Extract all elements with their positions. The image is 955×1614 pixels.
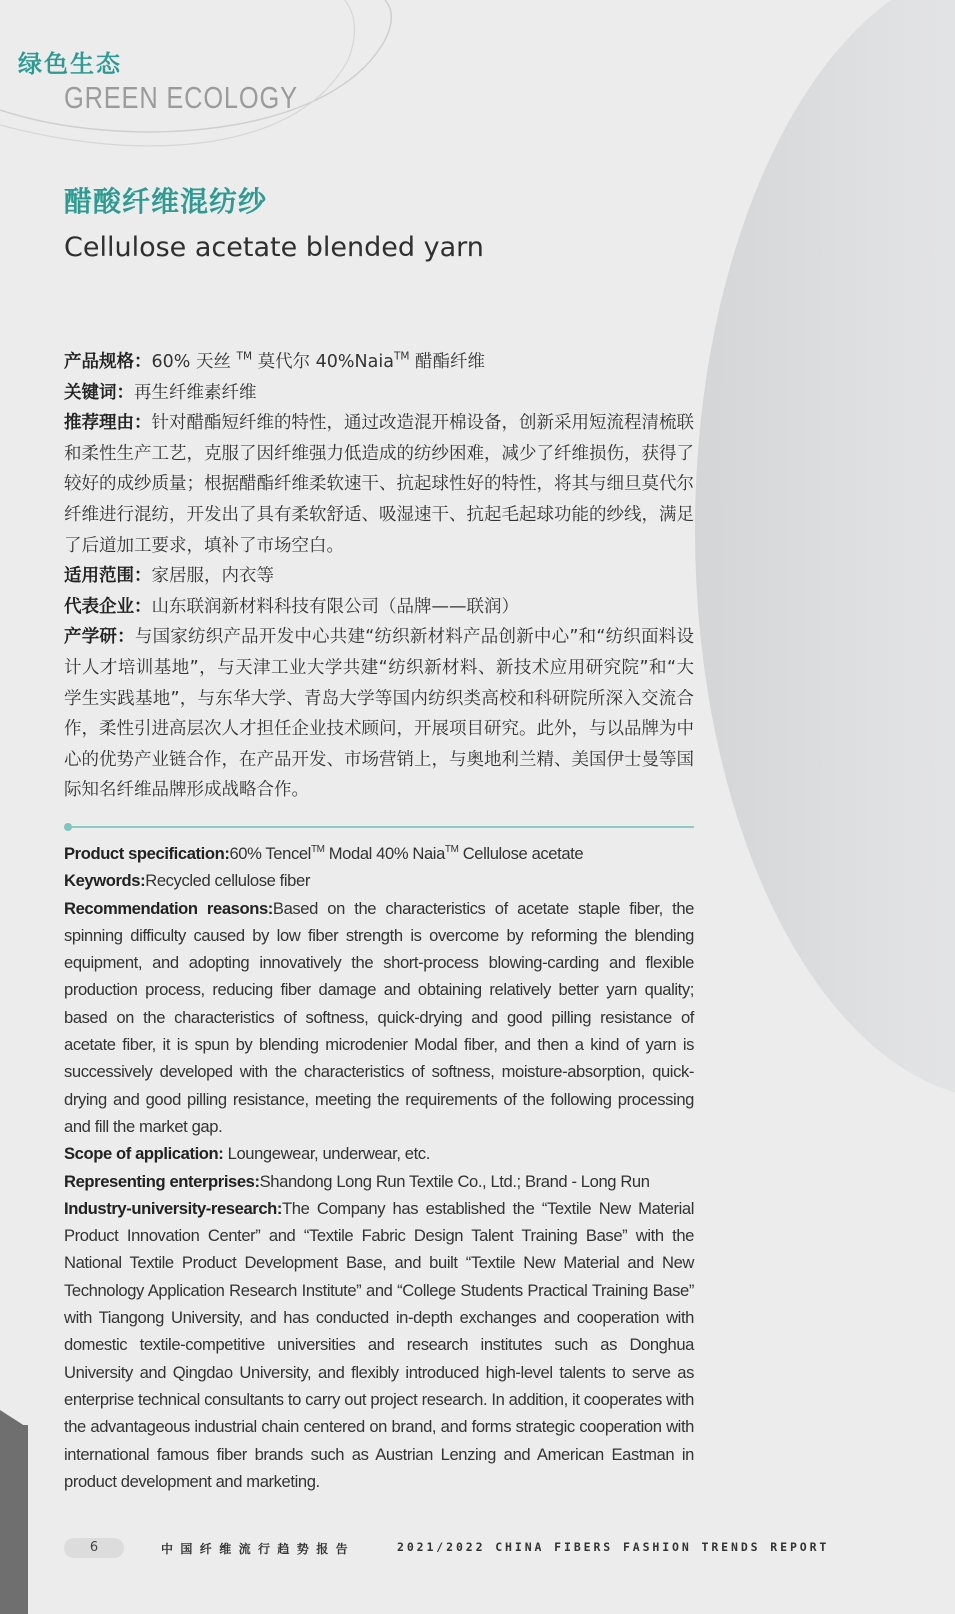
en-spec-text: Modal 40% Naia bbox=[324, 844, 445, 863]
cn-reasons bbox=[64, 408, 694, 561]
en-keywords bbox=[64, 867, 694, 894]
en-iur-label: Industry-university-research: bbox=[64, 1198, 283, 1218]
cn-spec-text: 60% 天丝 bbox=[151, 352, 237, 372]
en-scope bbox=[64, 1140, 694, 1167]
trademark-mark: TM bbox=[236, 350, 253, 363]
cn-enterprise bbox=[64, 592, 694, 623]
cn-industry-research bbox=[64, 622, 694, 806]
cn-spec-label: 产品规格： bbox=[64, 352, 152, 372]
product-title-en: Cellulose acetate blended yarn bbox=[64, 232, 484, 263]
en-iur-text: The Company has established the “Textile New Material Product Innovation Center” and “Textile Fabric Design Talent Training Base” with the National Textile Product Development Base, and built “Textile New Material and New Technology Application Research Institute” and “College Students Practical Training Base” with Tiangong University, and has conducted in-depth exchanges and cooperation with domestic textile-competitive universities and research institutes such as Donghua University and Qingdao University, and flexibly introduced high-level talents to serve as enterprise technical consultants to carry out project research. In addition, it cooperates with the advantageous industrial chain centered on brand, and forms strategic cooperation with international famous fiber brands such as Austrian Lenzing and American Eastman in product development and marketing. bbox=[64, 1198, 694, 1491]
en-spec-text: 60% Tencel bbox=[229, 844, 311, 863]
page-number: 6 bbox=[64, 1538, 124, 1558]
en-reasons bbox=[64, 895, 694, 1141]
trademark-mark: TM bbox=[393, 350, 410, 363]
cn-enterprise-text: 山东联润新材料科技有限公司（品牌——联润） bbox=[151, 596, 519, 617]
divider-line bbox=[68, 826, 694, 828]
en-spec bbox=[64, 840, 694, 867]
page-footer bbox=[0, 1535, 955, 1565]
chinese-description bbox=[64, 347, 694, 806]
en-keywords-text: Recycled cellulose fiber bbox=[145, 871, 310, 891]
en-spec-label: Product specification: bbox=[64, 844, 230, 863]
cn-scope bbox=[64, 561, 694, 592]
footer-report-title-en: 2021/2022 CHINA FIBERS FASHION TRENDS REPORT bbox=[397, 1540, 830, 1554]
cn-enterprise-label: 代表企业： bbox=[64, 596, 152, 617]
cn-spec bbox=[64, 347, 694, 378]
decorative-left-bar bbox=[0, 1425, 28, 1614]
decorative-side-shape bbox=[695, 0, 955, 1100]
trademark-mark: TM bbox=[444, 844, 459, 856]
section-title-cn: 绿色生态 bbox=[18, 50, 122, 78]
en-reasons-text: Based on the characteristics of acetate staple fiber, the spinning difficulty caused by low fiber strength is overcome by reforming the blending equipment, and adopting innovatively the short-process blowing-carding and flexible production process, reducing fiber damage and obtaining relatively better yarn quality; based on the characteristics of softness, quick-drying and good pilling resistance of acetate fiber, it is spun by blending microdenier Modal fiber, and then a kind of yarn is successively developed with the characteristics of softness, moisture-absorption, quick-drying and good pilling resistance, meeting the requirements of the following processing and fill the market gap. bbox=[64, 898, 694, 1136]
en-scope-text: Loungewear, underwear, etc. bbox=[223, 1144, 430, 1164]
en-scope-label: Scope of application: bbox=[64, 1144, 224, 1164]
cn-scope-label: 适用范围： bbox=[64, 566, 152, 587]
cn-keywords-text: 再生纤维素纤维 bbox=[134, 382, 257, 403]
cn-keywords bbox=[64, 378, 694, 409]
cn-reasons-text: 针对醋酯短纤维的特性，通过改造混开棉设备，创新采用短流程清梳联和柔性生产工艺，克服了因纤维强力低造成的纺纱困难，减少了纤维损伤，获得了较好的成纱质量；根据醋酯纤维柔软速干、抗起球性好的特性，将其与细旦莫代尔纤维进行混纺，开发出了具有柔软舒适、吸湿速干、抗起毛起球功能的纱线，满足了后道加工要求，填补了市场空白。 bbox=[64, 413, 694, 556]
en-enterprise-label: Representing enterprises: bbox=[64, 1171, 260, 1191]
en-industry-research bbox=[64, 1195, 694, 1495]
en-reasons-label: Recommendation reasons: bbox=[64, 898, 273, 918]
section-title-en: GREEN ECOLOGY bbox=[64, 80, 298, 115]
cn-spec-text: 醋酯纤维 bbox=[409, 352, 485, 372]
cn-iur-text: 与国家纺织产品开发中心共建“纺织新材料产品创新中心”和“纺织面料设计人才培训基地”，与天津工业大学共建“纺织新材料、新技术应用研究院”和“大学生实践基地”，与东华大学、青岛大学等国内纺织类高校和科研院所深入交流合作，柔性引进高层次人才担任企业技术顾问，开展项目研究。此外，与以品牌为中心的优势产业链合作，在产品开发、市场营销上，与奥地利兰精、美国伊士曼等国际知名纤维品牌形成战略合作。 bbox=[64, 627, 695, 801]
cn-scope-text: 家居服，内衣等 bbox=[151, 566, 274, 587]
divider-dot bbox=[64, 823, 72, 831]
en-spec-text: Cellulose acetate bbox=[458, 844, 584, 863]
footer-report-title-cn: 中国纤维流行趋势报告 bbox=[161, 1542, 356, 1556]
cn-iur-label: 产学研： bbox=[64, 627, 135, 648]
english-description bbox=[64, 840, 694, 1495]
cn-reasons-label: 推荐理由： bbox=[64, 413, 152, 434]
cn-keywords-label: 关键词： bbox=[64, 382, 134, 403]
section-divider bbox=[64, 823, 694, 831]
trademark-mark: TM bbox=[310, 844, 325, 856]
cn-spec-text: 莫代尔 40%Naia bbox=[252, 352, 394, 372]
en-keywords-label: Keywords: bbox=[64, 871, 146, 891]
en-enterprise bbox=[64, 1168, 694, 1195]
product-title-cn: 醋酸纤维混纺纱 bbox=[64, 185, 268, 218]
en-enterprise-text: Shandong Long Run Textile Co., Ltd.; Brand - Long Run bbox=[259, 1171, 650, 1191]
